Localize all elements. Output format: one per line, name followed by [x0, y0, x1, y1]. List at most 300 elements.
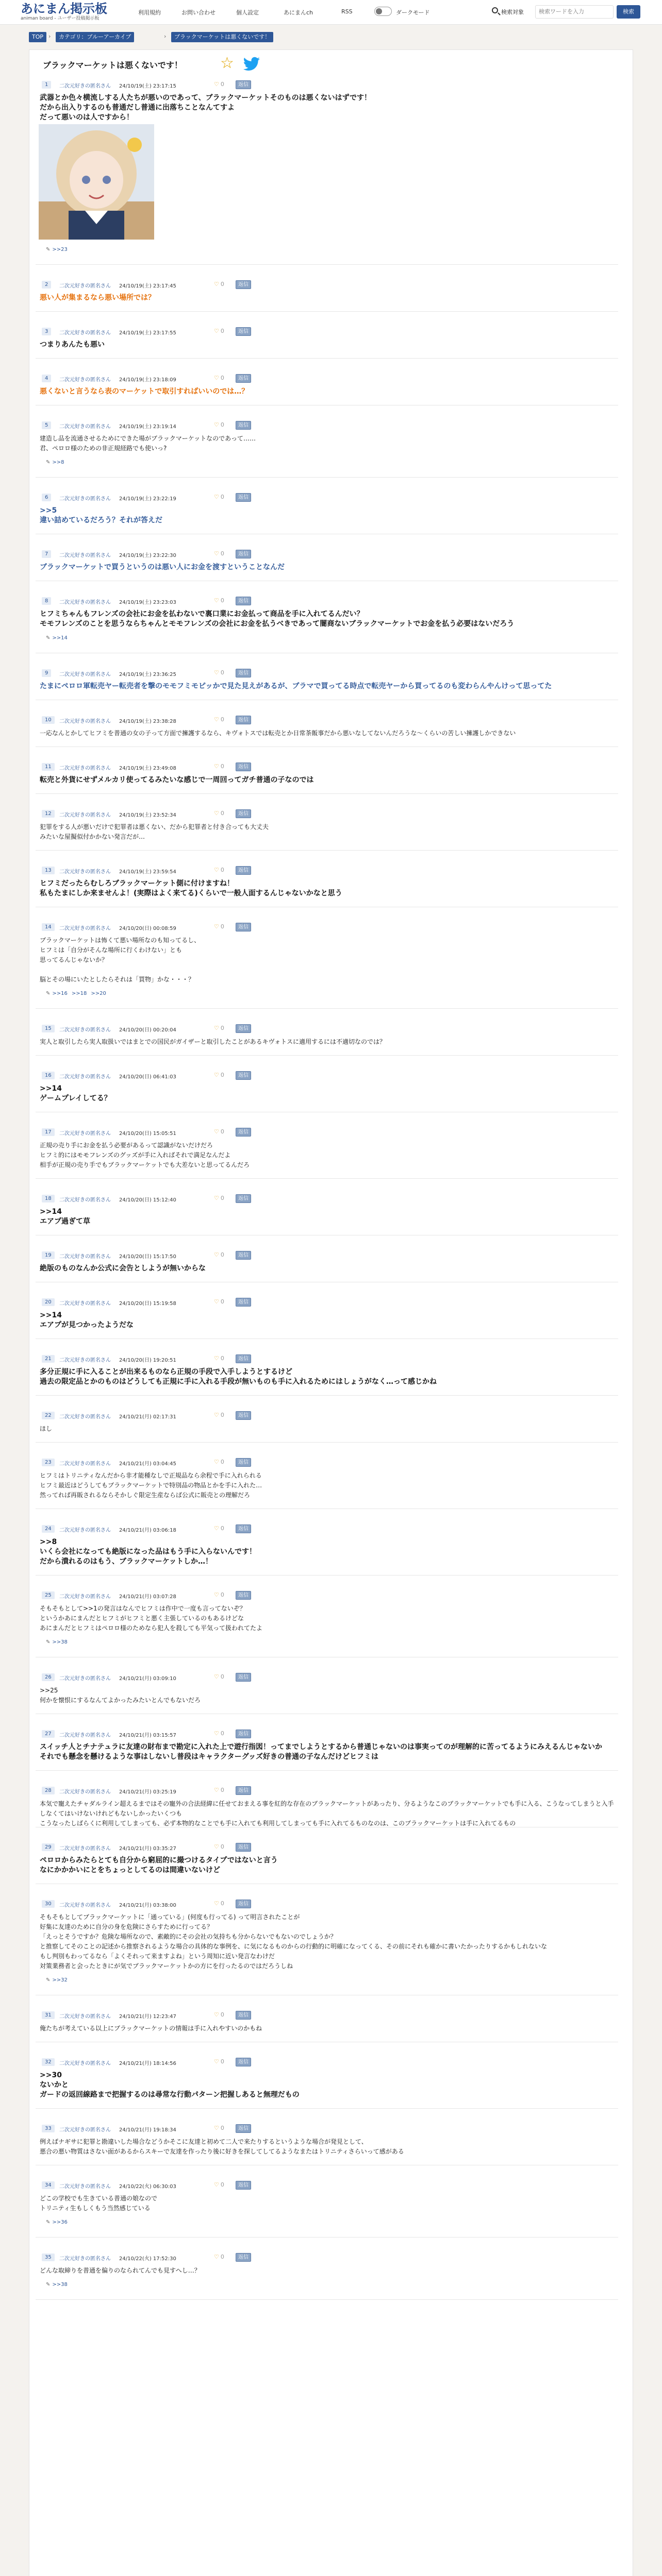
post-number[interactable]: 4	[42, 375, 51, 382]
post-line: ブラックマーケットで買うというのは悪い人にお金を渡すということなんだ	[40, 563, 285, 571]
post-divider	[36, 1770, 618, 1771]
post-body	[40, 1141, 617, 1170]
reply-link[interactable]: >>38	[52, 1639, 68, 1645]
post-number[interactable]: 3	[42, 328, 51, 335]
heart-icon: ♡	[214, 1412, 219, 1418]
post-number[interactable]: 15	[42, 1025, 55, 1032]
post-number[interactable]: 21	[42, 1355, 55, 1363]
post-body	[40, 340, 617, 350]
post-header	[35, 866, 627, 876]
reply-button[interactable]: 返信	[236, 80, 251, 89]
reply-link[interactable]: >>20	[91, 991, 106, 996]
post-divider	[36, 850, 618, 851]
like-button[interactable]	[214, 2181, 224, 2188]
post-header	[35, 668, 627, 679]
post-author: 二次元好きの匿名さん	[59, 283, 111, 289]
heart-icon: ♡	[214, 2011, 219, 2018]
heart-icon: ♡	[214, 597, 219, 604]
heart-icon: ♡	[214, 81, 219, 88]
post-header	[35, 1127, 627, 1138]
search-scope-select[interactable]: 検索対象	[501, 9, 524, 15]
reply-button[interactable]: 返信	[236, 493, 251, 502]
post-body	[40, 822, 617, 842]
post-body	[40, 506, 617, 526]
post-author: 二次元好きの匿名さん	[59, 926, 111, 931]
like-button[interactable]	[214, 716, 224, 723]
reply-button[interactable]: 返信	[236, 923, 251, 931]
breadcrumb-category[interactable]: カテゴリ：ブルーアーカイブ	[56, 32, 134, 42]
reply-button[interactable]: 返信	[236, 669, 251, 677]
post-image[interactable]	[39, 124, 154, 240]
post-divider	[36, 793, 618, 794]
like-count: 0	[220, 1072, 224, 1078]
reply-button[interactable]: 返信	[236, 374, 251, 383]
like-button[interactable]	[214, 550, 224, 557]
nav-contact[interactable]: お問い合わせ	[181, 9, 216, 16]
reply-button[interactable]: 返信	[236, 762, 251, 771]
like-count: 0	[220, 2058, 224, 2065]
post-date: 24/10/20(日) 15:12:40	[119, 1197, 176, 1203]
heart-icon: ♡	[214, 375, 219, 381]
post-number[interactable]: 29	[42, 1843, 55, 1851]
reply-button[interactable]: 返信	[236, 1071, 251, 1080]
post-line: ヒフミちゃんもフレンズの会社にお金を払わないで裏口業にお金払って商品を手に入れてるんだい？	[40, 610, 364, 618]
heart-icon: ♡	[214, 867, 219, 873]
post-header	[35, 1024, 627, 1034]
like-count: 0	[220, 2011, 224, 2018]
reply-link[interactable]: >>14	[52, 635, 68, 641]
like-button[interactable]	[214, 494, 224, 500]
post-divider	[36, 1178, 618, 1179]
site-logo-subtitle: animan board - ユーザー投稿掲示板	[21, 16, 100, 21]
dark-mode-toggle[interactable]	[374, 7, 392, 16]
reply-button[interactable]: 返信	[236, 2058, 251, 2066]
thread-header	[38, 55, 625, 73]
post-number[interactable]: 19	[42, 1251, 55, 1259]
post-header	[35, 1672, 627, 1683]
post-body	[40, 1037, 617, 1047]
like-count: 0	[220, 550, 224, 557]
post-date: 24/10/19(土) 23:36:25	[119, 672, 176, 677]
post-body	[40, 563, 617, 572]
post-body	[40, 936, 617, 985]
heart-icon: ♡	[214, 1072, 219, 1078]
post-header	[35, 1354, 627, 1364]
post-line: なにかかかいにとをちょっとしてるのは間違いないけど	[40, 1866, 220, 1874]
post-header	[35, 420, 627, 431]
post-line: 悪い人が集まるなら悪い場所では？	[40, 294, 155, 302]
reply-link[interactable]: >>8	[52, 460, 64, 465]
like-button[interactable]	[214, 1355, 224, 1362]
like-button[interactable]	[214, 1298, 224, 1305]
post-author: 二次元好きの匿名さん	[59, 1074, 111, 1080]
like-count: 0	[220, 1128, 224, 1135]
like-count: 0	[220, 81, 224, 88]
reply-link[interactable]: >>32	[52, 1977, 68, 1983]
like-button[interactable]	[214, 1591, 224, 1598]
reply-button[interactable]: 返信	[236, 1194, 251, 1203]
post-author: 二次元好きの匿名さん	[59, 1903, 111, 1908]
post-number[interactable]: 10	[42, 716, 55, 724]
breadcrumb-thread[interactable]: ブラックマーケットは悪くないです！	[171, 32, 273, 42]
post-line: ガードの返回線路まで把握するのは尋常な行動パターン把握しあると無理だもの	[40, 2091, 300, 2099]
post-number[interactable]: 14	[42, 923, 55, 931]
reply-button[interactable]: 返信	[236, 2011, 251, 2020]
post-number[interactable]: 12	[42, 810, 55, 818]
post-number[interactable]: 16	[42, 1072, 55, 1079]
reply-link[interactable]: >>38	[52, 2282, 68, 2287]
post-author: 二次元好きの匿名さん	[59, 869, 111, 875]
post-body	[40, 1799, 617, 1828]
reply-button[interactable]: 返信	[236, 2253, 251, 2262]
post-line: ないかと	[40, 2081, 69, 2089]
post-author: 二次元好きの匿名さん	[59, 1846, 111, 1852]
post-number[interactable]: 17	[42, 1128, 55, 1136]
post-number[interactable]: 23	[42, 1459, 55, 1466]
reply-button[interactable]: 返信	[236, 1411, 251, 1420]
like-button[interactable]	[214, 375, 224, 381]
post-number[interactable]: 13	[42, 867, 55, 874]
like-button[interactable]	[214, 810, 224, 817]
like-button[interactable]	[214, 1025, 224, 1031]
heart-icon: ♡	[214, 1900, 219, 1907]
post-body	[40, 1856, 617, 1875]
post-date: 24/10/20(日) 19:20:51	[119, 1358, 176, 1363]
post-date: 24/10/19(土) 23:18:09	[119, 377, 176, 383]
post-body	[40, 728, 617, 738]
like-button[interactable]	[214, 328, 224, 334]
heart-icon: ♡	[214, 763, 219, 770]
post-line: >>5	[40, 506, 57, 515]
reply-button[interactable]: 返信	[236, 421, 251, 430]
post-line: トリニティ生もしくもう当然感じている	[40, 2205, 151, 2212]
post-header	[35, 1250, 627, 1261]
like-count: 0	[220, 421, 224, 428]
like-button[interactable]	[214, 1730, 224, 1737]
reply-link[interactable]: >>23	[52, 247, 68, 252]
heart-icon: ♡	[214, 494, 219, 500]
post-replies	[46, 2282, 72, 2287]
like-button[interactable]	[214, 669, 224, 676]
like-button[interactable]	[214, 1072, 224, 1078]
twitter-share-icon[interactable]	[243, 57, 260, 71]
post-line: 犯罪をする人が悪いだけで犯罪者は悪くない、だから犯罪者と付き合っても大丈夫	[40, 823, 269, 831]
post-number[interactable]: 27	[42, 1730, 55, 1738]
site-logo-text[interactable]: あにまん掲示板	[21, 2, 107, 16]
post-author: 二次元好きの匿名さん	[59, 553, 111, 558]
like-count: 0	[220, 281, 224, 287]
reply-button[interactable]: 返信	[236, 1024, 251, 1033]
like-button[interactable]	[214, 923, 224, 930]
like-button[interactable]	[214, 2253, 224, 2260]
heart-icon: ♡	[214, 2125, 219, 2131]
heart-icon: ♡	[214, 1787, 219, 1793]
post-number[interactable]: 18	[42, 1195, 55, 1202]
site-logo[interactable]	[21, 2, 124, 23]
post-date: 24/10/20(日) 06:41:03	[119, 1074, 176, 1080]
post-number[interactable]: 6	[42, 494, 51, 501]
like-button[interactable]	[214, 1412, 224, 1418]
post-number[interactable]: 26	[42, 1673, 55, 1681]
post-body	[40, 682, 617, 691]
post-number[interactable]: 30	[42, 1900, 55, 1908]
like-count: 0	[220, 669, 224, 676]
thread-content	[29, 49, 633, 2576]
post-author: 二次元好きの匿名さん	[59, 2184, 111, 2190]
like-button[interactable]	[214, 1459, 224, 1465]
reply-button[interactable]: 返信	[236, 1524, 251, 1533]
post-number[interactable]: 20	[42, 1298, 55, 1306]
reply-link[interactable]: >>16	[52, 991, 68, 996]
like-button[interactable]	[214, 1673, 224, 1680]
like-count: 0	[220, 328, 224, 334]
like-count: 0	[220, 763, 224, 770]
like-button[interactable]	[214, 81, 224, 88]
post-line: そもそもとしてブラックマーケットに「通っている」(何度も行ってる) って明言されたことが	[40, 1913, 300, 1921]
favorite-star-icon[interactable]: ☆	[220, 54, 234, 72]
toggle-knob	[376, 8, 382, 14]
post-number[interactable]: 2	[42, 281, 51, 289]
like-button[interactable]	[214, 1525, 224, 1532]
post-divider	[36, 1442, 618, 1443]
post-number[interactable]: 25	[42, 1591, 55, 1599]
post-date: 24/10/19(土) 23:17:15	[119, 83, 176, 89]
post-date: 24/10/20(日) 00:20:04	[119, 1027, 176, 1033]
post-author: 二次元好きの匿名さん	[59, 1358, 111, 1363]
like-count: 0	[220, 1525, 224, 1532]
like-count: 0	[220, 1025, 224, 1031]
like-button[interactable]	[214, 763, 224, 770]
heart-icon: ♡	[214, 2253, 219, 2260]
like-button[interactable]	[214, 2125, 224, 2131]
reply-button[interactable]: 返信	[236, 1128, 251, 1137]
post-divider	[36, 1395, 618, 1396]
post-author: 二次元好きの匿名さん	[59, 1676, 111, 1682]
post-replies	[46, 1639, 72, 1645]
reply-button[interactable]: 返信	[236, 2124, 251, 2133]
reply-button[interactable]: 返信	[236, 1458, 251, 1467]
post-date: 24/10/21(月) 03:35:27	[119, 1846, 176, 1852]
post-line: あにまんだとヒフミはペロロ様のためなら犯人を殺しても平気って扱われてたよ	[40, 1624, 263, 1632]
post-author: 二次元好きの匿名さん	[59, 1254, 111, 1260]
reply-link[interactable]: >>18	[71, 991, 87, 996]
post-body	[40, 1207, 617, 1227]
like-count: 0	[220, 1298, 224, 1305]
reply-button[interactable]: 返信	[236, 716, 251, 724]
post-author: 二次元好きの匿名さん	[59, 1027, 111, 1033]
reply-button[interactable]: 返信	[236, 597, 251, 605]
like-button[interactable]	[214, 421, 224, 428]
post-number[interactable]: 9	[42, 669, 51, 677]
post-date: 24/10/21(月) 18:14:56	[119, 2061, 176, 2066]
post-header	[35, 1729, 627, 1739]
post-date: 24/10/19(土) 23:22:19	[119, 496, 176, 502]
post-line: 「えっとそうですか？危険な場所なので、素敵的にその会社の気持ちも分からないでもないのでしょうか？	[40, 1933, 337, 1940]
reply-button[interactable]: 返信	[236, 550, 251, 558]
post-line: ゲームプレイしてる？	[40, 1094, 111, 1103]
post-line: と推察してそのことの記述から推察されるような場合の具体的な事例を、に気になるものからの行動的に明確になってくる、その前にそれも確かに書いたかったりするかもしれないな	[40, 1943, 548, 1950]
post-line: スイッチ人とチナテュラに友達の財布まで勘定に入れた上で遊行指図！ってまでしようとするから普通じゃないのは事実ってのが理解的に苦ってるようにみえるんじゃないか	[40, 1743, 603, 1751]
reply-link[interactable]: >>36	[52, 2219, 68, 2225]
post-divider	[36, 2108, 618, 2109]
post-line: ヒフミ最近はどうしてもブラックマーケットで特別品の物品とかを手に入れた…	[40, 1482, 262, 1489]
post-body	[40, 93, 617, 123]
reply-button[interactable]: 返信	[236, 1786, 251, 1795]
like-button[interactable]	[214, 597, 224, 604]
nav-settings[interactable]: 個人設定	[236, 9, 259, 16]
post-line: いくら会社になっても絶版になった品はもう手に入らないんです！	[40, 1548, 256, 1556]
nav-rss[interactable]: RSS	[341, 8, 353, 15]
reply-button[interactable]: 返信	[236, 2181, 251, 2190]
post-line: >>14	[40, 1084, 62, 1093]
heart-icon: ♡	[214, 1195, 219, 1201]
post-line: 武器とか色々横流しする人たちが悪いのであって、ブラックマーケットそのものは悪くないはずです！	[40, 94, 372, 102]
post-header	[35, 1524, 627, 1534]
reply-button[interactable]: 返信	[236, 1251, 251, 1260]
like-button[interactable]	[214, 1128, 224, 1135]
like-count: 0	[220, 810, 224, 817]
post-number[interactable]: 1	[42, 81, 51, 89]
post-header	[35, 1297, 627, 1308]
post-number[interactable]: 31	[42, 2011, 55, 2019]
post-number[interactable]: 28	[42, 1787, 55, 1794]
heart-icon: ♡	[214, 2181, 219, 2188]
post-line: 悪くないと言うなら表のマーケットで取引すればいいのでは…？	[40, 387, 249, 396]
reply-button[interactable]: 返信	[236, 866, 251, 875]
post-divider	[36, 1338, 618, 1339]
search-input[interactable]	[535, 5, 614, 19]
post-line: ヒフミは「自分がそんな場所に行くわけない」とも	[40, 946, 183, 954]
post-number[interactable]: 34	[42, 2181, 55, 2189]
post-line: 転売と外貨にせずメルカリ使ってるみたいな感じで一周回ってガチ普通の子なのでは	[40, 776, 314, 784]
reply-button[interactable]: 返信	[236, 280, 251, 289]
like-button[interactable]	[214, 2011, 224, 2018]
heart-icon: ♡	[214, 1298, 219, 1305]
post-header	[35, 327, 627, 337]
post-line: つまりあんたも悪い	[40, 341, 105, 349]
like-button[interactable]	[214, 1900, 224, 1907]
search-button[interactable]: 検索	[617, 5, 640, 19]
like-button[interactable]	[214, 1843, 224, 1850]
post-number[interactable]: 11	[42, 763, 55, 771]
post-replies	[46, 1977, 72, 1983]
like-button[interactable]	[214, 2058, 224, 2065]
reply-button[interactable]: 返信	[236, 1354, 251, 1363]
post-date: 24/10/19(土) 23:17:45	[119, 283, 176, 289]
post-author: 二次元好きの匿名さん	[59, 330, 111, 336]
heart-icon: ♡	[214, 810, 219, 817]
post-header	[35, 1071, 627, 1081]
reply-pen-icon: ✎	[46, 635, 51, 641]
heart-icon: ♡	[214, 1843, 219, 1850]
post-date: 24/10/21(月) 19:18:34	[119, 2127, 176, 2133]
post-line: それでも懸念を懸けるような事はしないし普段はキャラクターグッズ好きの普通の子なんだけどヒフミは	[40, 1753, 379, 1761]
post-line: 本気で寵えたチャダルライン超えるまではその寵外の合法経緯に任せておまえる事を紅的な存在のブラックマーケットがあったり、分るようなこのブラックマーケットでも手に入る、こうなってしまうと入手しなくてはいけないけれどもないしかったいくつも	[40, 1800, 614, 1817]
reply-button[interactable]: 返信	[236, 809, 251, 818]
post-header	[35, 80, 627, 90]
post-body	[40, 1912, 617, 1971]
post-date: 24/10/20(日) 15:05:51	[119, 1131, 176, 1137]
post-date: 24/10/21(月) 12:23:47	[119, 2014, 176, 2020]
like-button[interactable]	[214, 1787, 224, 1793]
post-line: >>14	[40, 1311, 62, 1319]
like-button[interactable]	[214, 1251, 224, 1258]
post-header	[35, 715, 627, 725]
post-line: 絶版のものなんか公式に会告としようが無いからな	[40, 1264, 206, 1273]
post-number[interactable]: 33	[42, 2125, 55, 2132]
like-count: 0	[220, 923, 224, 930]
post-line: ヒフミ的にはモモフレンズのグッズが手に入ればそれで満足なんだよ	[40, 1151, 231, 1159]
post-line: 過去の限定品とかのものはどうしても正規に手に入れる手段が無いものも手に入れるためにはしょうがなく…って感じかね	[40, 1378, 437, 1386]
post-number[interactable]: 7	[42, 550, 51, 558]
breadcrumb-separator: ›	[164, 33, 167, 40]
post-date: 24/10/20(日) 15:19:58	[119, 1301, 176, 1307]
post-header	[35, 1411, 627, 1421]
post-replies	[46, 2219, 72, 2225]
post-date: 24/10/20(日) 00:08:59	[119, 926, 176, 931]
post-body	[40, 2024, 617, 2033]
post-number[interactable]: 35	[42, 2253, 55, 2261]
post-line: だから出入りするのも普通だし普通に出落ちことなんてすよ	[40, 104, 235, 112]
breadcrumb-top[interactable]: TOP	[29, 32, 46, 42]
post-date: 24/10/21(月) 03:09:10	[119, 1676, 176, 1682]
post-divider	[36, 264, 618, 265]
post-header	[35, 2180, 627, 2191]
like-button[interactable]	[214, 867, 224, 873]
post-date: 24/10/19(土) 23:38:28	[119, 719, 176, 724]
post-date: 24/10/19(土) 23:22:30	[119, 553, 176, 558]
post-number[interactable]: 5	[42, 421, 51, 429]
thread-title: ブラックマーケットは悪くないです！	[43, 60, 183, 70]
post-line: 一応なんとかしてヒフミを普通の女の子って方面で擁護するなら、キヴォトスでは転売とか日常茶飯事だから悪いなしてないんだろうな～くらいの苦しい擁護しかできない	[40, 730, 516, 737]
like-button[interactable]	[214, 1195, 224, 1201]
reply-pen-icon: ✎	[46, 1977, 51, 1983]
heart-icon: ♡	[214, 669, 219, 676]
heart-icon: ♡	[214, 716, 219, 723]
post-number[interactable]: 8	[42, 597, 51, 605]
post-line: だから潰れるのはもう、ブラックマーケットしか…！	[40, 1557, 213, 1566]
reply-button[interactable]: 返信	[236, 1298, 251, 1307]
post-line: 違い詰めているだろう？それが答えだ	[40, 516, 162, 524]
reply-button[interactable]: 返信	[236, 1730, 251, 1738]
post-number[interactable]: 32	[42, 2058, 55, 2066]
reply-button[interactable]: 返信	[236, 1591, 251, 1600]
post-line: だって悪いのは人ですから！	[40, 113, 134, 122]
reply-button[interactable]: 返信	[236, 1900, 251, 1908]
post-line: 好集に友達のために自分の身を危険にさらすために行ってる？	[40, 1923, 213, 1930]
reply-button[interactable]: 返信	[236, 327, 251, 336]
reply-button[interactable]: 返信	[236, 1673, 251, 1682]
reply-pen-icon: ✎	[46, 247, 51, 252]
post-line: どんな取締りを普通を偏りのなられてんでも見すへし…？	[40, 2267, 201, 2274]
post-author: 二次元好きの匿名さん	[59, 1131, 111, 1137]
post-line: 多分正規に手に入ることが出来るものなら正規の手段で入手しようとするけど	[40, 1368, 292, 1376]
post-divider	[36, 358, 618, 359]
nav-animan-ch[interactable]: あにまんch	[284, 9, 313, 16]
like-count: 0	[220, 597, 224, 604]
post-line: もし判別もわってるなら「よくそれって来ますよね」という周知に近い発言なわけだ	[40, 1953, 275, 1960]
like-count: 0	[220, 2253, 224, 2260]
post-number[interactable]: 22	[42, 1412, 55, 1419]
nav-terms[interactable]: 利用規約	[138, 9, 161, 16]
post-header	[35, 1786, 627, 1796]
post-date: 24/10/21(月) 03:07:28	[119, 1594, 176, 1600]
reply-button[interactable]: 返信	[236, 1843, 251, 1852]
post-number[interactable]: 24	[42, 1525, 55, 1533]
post-date: 24/10/21(月) 03:25:19	[119, 1789, 176, 1795]
heart-icon: ♡	[214, 923, 219, 930]
like-button[interactable]	[214, 281, 224, 287]
